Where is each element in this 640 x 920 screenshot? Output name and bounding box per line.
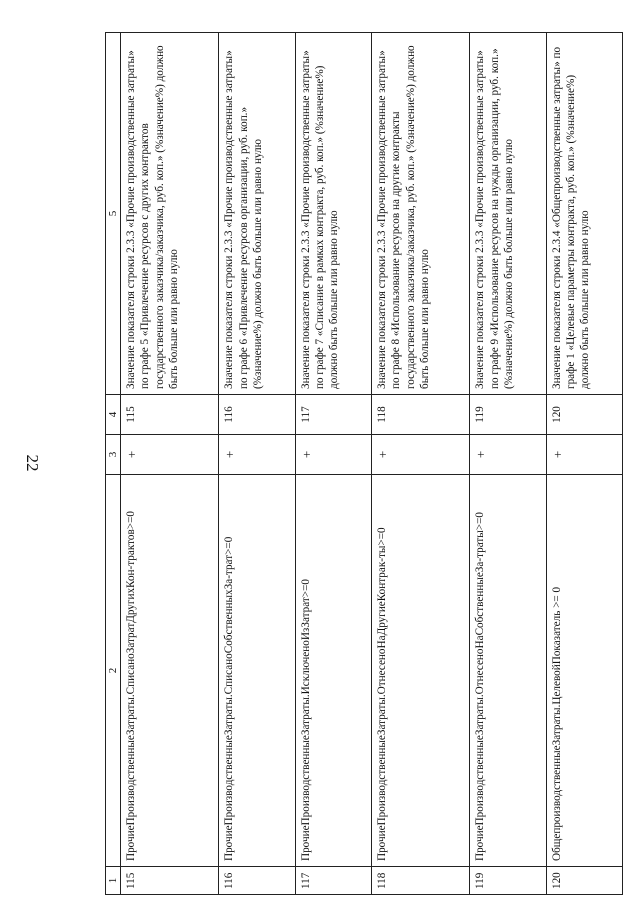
row-number: 116 [219, 867, 295, 895]
rule-description: Значение показателя строки 2.3.3 «Прочие производственные затраты» по графе 5 «Привлечение ресурсов с других контрактов государственного заказчика/заказчика, руб. коп.» (%значение%) должно быть больше или равно нулю [121, 33, 219, 395]
rotated-table-frame [105, 33, 623, 895]
rule-description: Значение показателя строки 2.3.3 «Прочие производственные затраты» по графе 6 «Привлечение ресурсов организации, руб. коп.» (%значение%) должно быть больше или равно нулю [219, 33, 295, 395]
flag-mark: + [295, 435, 371, 475]
table-row [121, 33, 219, 895]
header-col-1: 1 [106, 867, 121, 895]
header-col-5: 5 [106, 33, 121, 395]
rule-description: Значение показателя строки 2.3.3 «Прочие производственные затраты» по графе 9 «Использование ресурсов на нужды организации, руб. коп.» (%значение%) должно быть больше или равно нулю [470, 33, 546, 395]
flag-mark: + [546, 435, 622, 475]
row-number: 117 [295, 867, 371, 895]
header-col-3: 3 [106, 435, 121, 475]
table-row [295, 33, 371, 895]
rule-code: 115 [121, 395, 219, 435]
table-row [470, 33, 546, 895]
rule-description: Значение показателя строки 2.3.3 «Прочие производственные затраты» по графе 7 «Списание в рамках контракта, руб. коп.» (%значение%) должно быть больше или равно нулю [295, 33, 371, 395]
table-row [546, 33, 622, 895]
rule-description: Значение показателя строки 2.3.3 «Прочие производственные затраты» по графе 8 «Использование ресурсов на другие контракты государственного заказчика/заказчика, руб. коп.» (%значение%) должно быть больше или равно нулю [372, 33, 470, 395]
table-row [372, 33, 470, 895]
rule-expression: ПрочиеПроизводственныеЗатраты.СписаноЗатратДругихКон-трактов>=0 [121, 475, 219, 867]
rule-code: 120 [546, 395, 622, 435]
rule-expression: ПрочиеПроизводственныеЗатраты.СписаноСобственныхЗа-трат>=0 [219, 475, 295, 867]
rule-expression: ПрочиеПроизводственныеЗатраты.ОтнесеноНаСобственныеЗа-траты>=0 [470, 475, 546, 867]
row-number: 118 [372, 867, 470, 895]
rules-table [105, 32, 623, 895]
rule-expression: ОбщепроизводственныеЗатраты.ЦелевойПоказатель >= 0 [546, 475, 622, 867]
rule-code: 116 [219, 395, 295, 435]
row-number: 119 [470, 867, 546, 895]
row-number: 115 [121, 867, 219, 895]
rule-code: 118 [372, 395, 470, 435]
rule-description: Значение показателя строки 2.3.4 «Общепроизводственные затраты» по графе 1 «Целевые параметры контракта, руб. коп.» (%значение%) должно быть больше или равно нулю [546, 33, 622, 395]
header-col-2: 2 [106, 475, 121, 867]
flag-mark: + [372, 435, 470, 475]
header-row [106, 33, 121, 895]
rule-expression: ПрочиеПроизводственныеЗатраты.ОтнесеноНаДругиеКонтрак-ты>=0 [372, 475, 470, 867]
flag-mark: + [121, 435, 219, 475]
header-col-4: 4 [106, 395, 121, 435]
rule-code: 119 [470, 395, 546, 435]
page-number: 22 [23, 454, 42, 472]
flag-mark: + [219, 435, 295, 475]
rule-code: 117 [295, 395, 371, 435]
flag-mark: + [470, 435, 546, 475]
row-number: 120 [546, 867, 622, 895]
table-row [219, 33, 295, 895]
rule-expression: ПрочиеПроизводственныеЗатраты.ИсключеноИзЗатрат>=0 [295, 475, 371, 867]
